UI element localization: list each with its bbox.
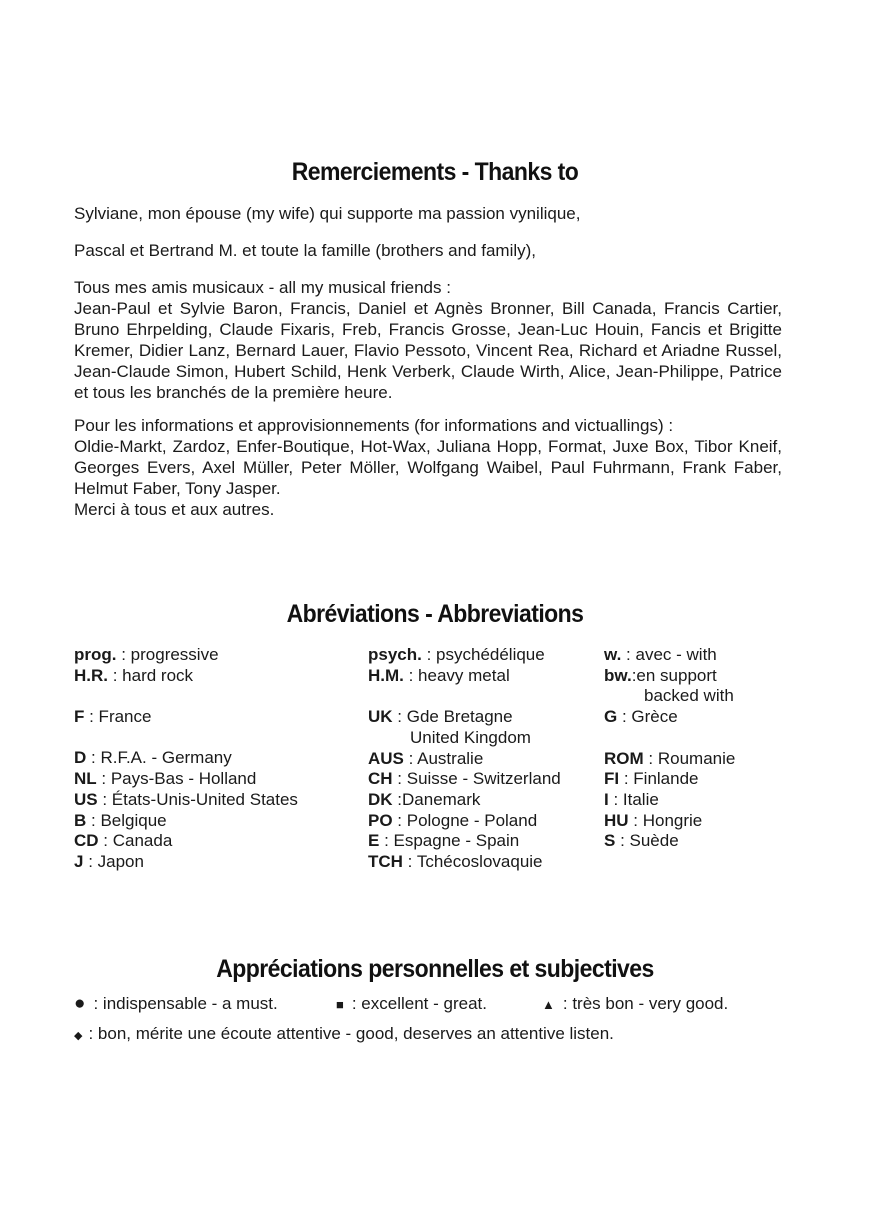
abbr-key: psych. — [368, 645, 422, 664]
abbr-row — [604, 707, 735, 728]
abbr-row — [604, 645, 735, 666]
abbr-row — [74, 790, 298, 811]
abbr-key: CH — [368, 769, 393, 789]
rating-label: : bon, mérite une écoute attentive - good, deserves an attentive listen. — [88, 1024, 614, 1043]
abbr-value: : Espagne - Spain — [379, 831, 520, 851]
abbr-key: FI — [604, 769, 620, 789]
thanks-suppliers-lead: Pour les informations et approvisionnements (for informations and victuallings) : — [74, 416, 674, 435]
thanks-wife: Sylviane, mon épouse (my wife) qui supporte ma passion vynilique, — [74, 204, 581, 223]
thanks-suppliers — [74, 415, 782, 520]
abbr-row — [368, 811, 561, 832]
abbr-key: CD — [74, 831, 99, 851]
abbr-value: : Belgique — [86, 810, 167, 830]
abbr-key: PO — [368, 810, 393, 830]
abbr-continuation: backed with — [644, 686, 734, 706]
abbr-row — [604, 790, 735, 811]
abbr-row — [74, 666, 298, 687]
abbr-value: :en support — [631, 665, 717, 685]
thanks-title: Remerciements - Thanks to — [291, 158, 579, 186]
abbreviations-column-1 — [74, 645, 298, 873]
abbr-row — [74, 852, 298, 873]
triangle-bullet-icon: ▲ — [542, 997, 555, 1012]
abbr-row — [604, 666, 735, 687]
abbr-value: : Suède — [615, 831, 679, 851]
abbr-value: : Finlande — [619, 769, 699, 789]
abbr-value: : France — [84, 707, 152, 727]
abbr-key: I — [604, 789, 609, 809]
abbr-value: : Pays-Bas - Holland — [96, 769, 257, 789]
thanks-closing: Merci à tous et aux autres. — [74, 500, 275, 519]
thanks-friends-names: Jean-Paul et Sylvie Baron, Francis, Daniel et Agnès Bronner, Bill Canada, Francis Cartier, Bruno Ehrpelding, Claude Fixaris, Freb, Francis Grosse, Jean-Luc Houin, Fancis et Brigitte Kremer, Didier Lanz, Bernard Lauer, Flavio Pessoto, Vincent Rea, Richard et Ariadne Russel, Jean-Claude Simon, Hubert Schild, Henk Verberk, Claude Wirth, Alice, Jean-Philippe, Patrice et tous les branchés de la première heure. — [74, 299, 782, 402]
rating-must — [74, 993, 278, 1014]
abbr-key: UK — [368, 707, 393, 727]
thanks-family: Pascal et Bertrand M. et toute la famille (brothers and family), — [74, 241, 537, 260]
abbr-key: J — [74, 852, 84, 871]
abbr-value: : psychédélique — [421, 645, 545, 664]
abbr-value: : avec - with — [621, 645, 717, 664]
abbr-value: :Danemark — [392, 789, 481, 809]
abbr-row — [604, 831, 735, 852]
abbr-row — [74, 811, 298, 832]
rating-label: : indispensable - a must. — [93, 994, 278, 1013]
abbr-value: : États-Unis-United States — [97, 789, 298, 809]
abbr-key: B — [74, 810, 87, 830]
rating-great — [336, 993, 487, 1015]
abbr-row — [604, 811, 735, 832]
abbr-value: : R.F.A. - Germany — [86, 748, 232, 768]
abbr-value: : Grèce — [617, 707, 678, 727]
abbr-row — [74, 831, 298, 852]
abbr-value: : Gde Bretagne — [392, 707, 513, 727]
abbr-row — [74, 748, 298, 769]
abbr-key: prog. — [74, 645, 117, 664]
abbr-key: bw. — [604, 665, 632, 685]
thanks-suppliers-names: Oldie-Markt, Zardoz, Enfer-Boutique, Hot-Wax, Juliana Hopp, Format, Juxe Box, Tibor Kneif, Georges Evers, Axel Müller, Peter Möller, Wolfgang Waibel, Paul Fuhrmann, Frank Faber, Helmut Faber, Tony Jasper. — [74, 437, 782, 498]
abbr-row — [368, 831, 561, 852]
abbr-row — [368, 749, 561, 770]
abbr-row — [74, 707, 298, 728]
abbr-key: NL — [74, 769, 97, 789]
abbr-value: : Hongrie — [628, 810, 703, 830]
square-bullet-icon: ■ — [336, 997, 344, 1012]
ratings-title: Appréciations personnelles et subjectives — [216, 955, 654, 983]
diamond-bullet-icon: ◆ — [74, 1030, 83, 1042]
abbr-value: : hard rock — [108, 665, 194, 685]
abbr-key: TCH — [368, 852, 403, 872]
abbr-key: w. — [604, 645, 622, 664]
abbr-row — [368, 790, 561, 811]
abbr-row — [74, 645, 298, 666]
abbr-key: ROM — [604, 748, 644, 768]
abbr-key: HU — [604, 810, 629, 830]
circle-bullet-icon: ● — [74, 993, 86, 1014]
rating-very-good — [542, 993, 728, 1015]
abbr-row — [74, 769, 298, 790]
rating-label: : très bon - very good. — [562, 994, 729, 1013]
abbr-key: G — [604, 707, 618, 727]
thanks-friends-lead: Tous mes amis musicaux - all my musical friends : — [74, 278, 451, 297]
abbreviations-title: Abréviations - Abbreviations — [286, 600, 584, 628]
abbr-key: H.M. — [368, 665, 404, 685]
abbr-value: : progressive — [116, 645, 219, 664]
abbr-value: : Canada — [98, 831, 173, 851]
abbr-key: H.R. — [74, 665, 108, 685]
thanks-friends — [74, 277, 782, 403]
abbr-row — [368, 769, 561, 790]
abbreviations-column-2 — [368, 645, 561, 873]
abbr-key: DK — [368, 789, 393, 809]
abbr-row — [604, 749, 735, 770]
abbr-key: S — [604, 831, 616, 851]
abbr-value: : Italie — [608, 789, 659, 809]
abbr-key: E — [368, 831, 380, 851]
abbr-value: : Suisse - Switzerland — [392, 769, 561, 789]
abbr-value: : Japon — [83, 852, 144, 871]
abbr-key: US — [74, 789, 98, 809]
abbr-row — [368, 645, 561, 666]
abbr-value: : heavy metal — [403, 665, 510, 685]
abbr-row — [604, 769, 735, 790]
abbr-value: : Roumanie — [643, 748, 736, 768]
abbreviations-column-3 — [604, 645, 735, 852]
abbr-row — [368, 666, 561, 687]
abbr-key: F — [74, 707, 85, 727]
abbr-key: D — [74, 748, 87, 768]
abbr-row — [368, 707, 561, 728]
abbr-value: : Pologne - Poland — [392, 810, 538, 830]
rating-good — [74, 1023, 614, 1047]
abbr-value: : Tchécoslovaquie — [402, 852, 543, 872]
abbr-key: AUS — [368, 748, 404, 768]
rating-label: : excellent - great. — [351, 994, 487, 1013]
abbr-row — [368, 852, 561, 873]
abbr-continuation: United Kingdom — [410, 727, 531, 747]
abbr-value: : Australie — [403, 748, 484, 768]
